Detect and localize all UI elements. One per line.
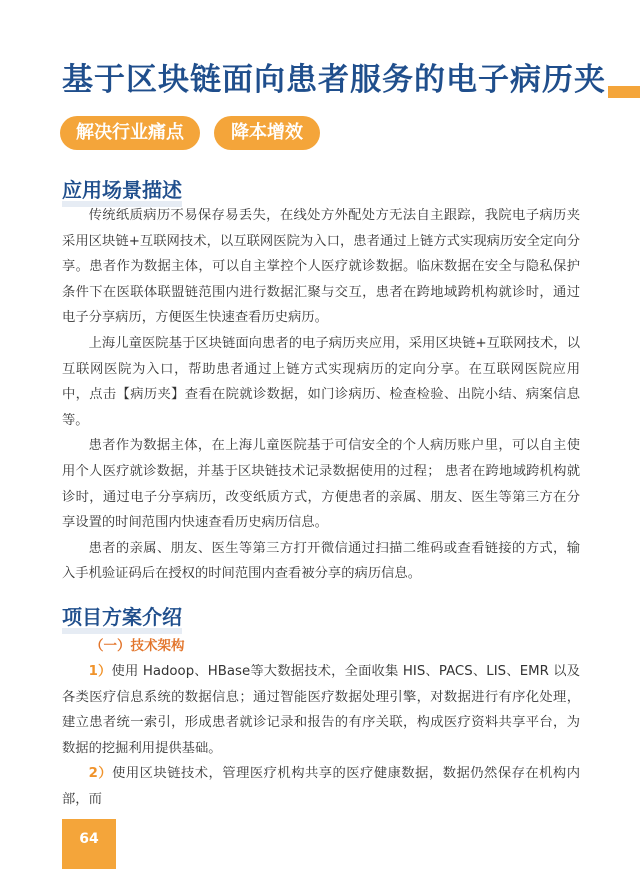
scene-paragraph: 患者作为数据主体，在上海儿童医院基于可信安全的个人病历账户里，可以自主使用个人医疗就诊数据，并基于区块链技术记录数据使用的过程； 患者在跨地域跨机构就诊时，通过电子分享病历，改变纸质方式，方便患者的亲属、朋友、医生等第三方在分享设置的时间范围内快速查看历史病历信息。 — [62, 438, 580, 531]
scene-paragraph: 患者的亲属、朋友、医生等第三方打开微信通过扫描二维码或查看链接的方式，输入手机验证码后在授权的时间范围内查看被分享的病历信息。 — [62, 540, 580, 582]
sub-heading-tech-architecture: （一）技术架构 — [90, 638, 185, 654]
page-number: 64 — [62, 819, 116, 869]
scene-body — [62, 203, 580, 587]
corner-accent-bar — [608, 86, 640, 98]
tag-cost-efficiency: 降本增效 — [214, 116, 320, 150]
plan-item — [62, 761, 580, 812]
plan-item-number: 1） — [88, 664, 112, 679]
page-title: 基于区块链面向患者服务的电子病历夹 — [62, 62, 606, 98]
section-heading-scene: 应用场景描述 — [62, 174, 182, 203]
section-heading-plan: 项目方案介绍 — [62, 601, 182, 630]
scene-paragraph: 传统纸质病历不易保存易丢失，在线处方外配处方无法自主跟踪，我院电子病历夹采用区块链+互联网技术，以互联网医院为入口，患者通过上链方式实现病历安全定向分享。患者作为数据主体，可以自主掌控个人医疗就诊数据。临床数据在安全与隐私保护条件下在医联体联盟链范围内进行数据汇聚与交互，患者在跨地域跨机构就诊时，通过电子分享病历，方便医生快速查看历史病历。 — [62, 208, 580, 326]
scene-paragraph: 上海儿童医院基于区块链面向患者的电子病历夹应用，采用区块链+互联网技术，以互联网医院为入口，帮助患者通过上链方式实现病历的定向分享。在互联网医院应用中，点击【病历夹】查看在院就诊数据，如门诊病历、检查检验、出院小结、病案信息等。 — [62, 335, 580, 428]
plan-item-number: 2） — [88, 766, 113, 782]
plan-item — [62, 659, 580, 761]
plan-item-text: 使用 Hadoop、HBase等大数据技术，全面收集 HIS、PACS、LIS、EMR 以及各类医疗信息系统的数据信息；通过智能医疗数据处理引擎，对数据进行有序化处理，建立患者统一索引，形成患者就诊记录和报告的有序关联，构成医疗资料共享平台，为数据的挖掘利用提供基础。 — [62, 664, 580, 756]
plan-body — [62, 659, 580, 813]
plan-item-text: 使用区块链技术，管理医疗机构共享的医疗健康数据，数据仍然保存在机构内部，而 — [62, 766, 580, 807]
tag-pain-points: 解决行业痛点 — [60, 116, 200, 150]
